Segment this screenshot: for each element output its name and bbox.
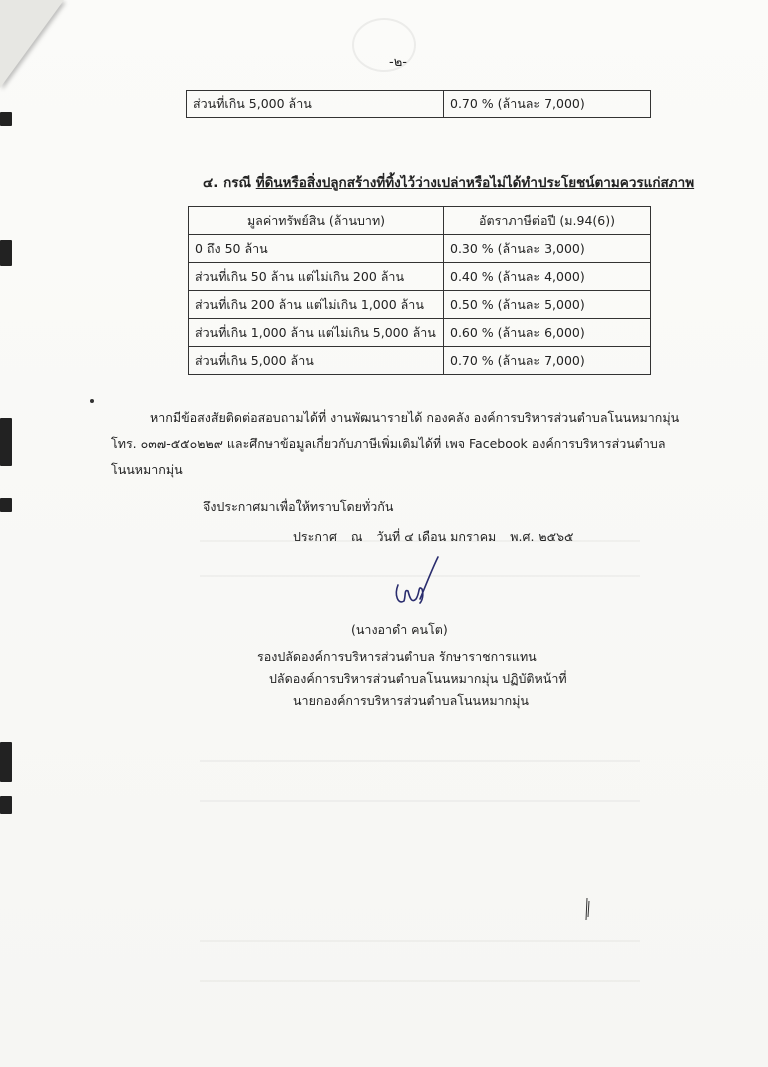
section-number: ๔.	[203, 175, 219, 191]
date-label: ประกาศ	[293, 529, 337, 544]
signer-position-3: นายกองค์การบริหารส่วนตำบลโนนหมากมุ่น	[293, 693, 529, 708]
section-prefix: กรณี	[223, 175, 252, 191]
signer-position-2: ปลัดองค์การบริหารส่วนตำบลโนนหมากมุ่น ปฏิบัติหน้าที่	[269, 671, 567, 686]
column-header-rate: อัตราภาษีต่อปี (ม.94(6))	[444, 207, 651, 235]
tax-rate-cell: 0.40 % (ล้านละ 4,000)	[444, 263, 651, 291]
table-row	[189, 347, 651, 375]
tax-rate-cell: 0.60 % (ล้านละ 6,000)	[444, 319, 651, 347]
stray-pen-mark	[583, 897, 591, 921]
date-line	[293, 527, 574, 547]
table-row	[189, 263, 651, 291]
section-title: ที่ดินหรือสิ่งปลูกสร้างที่ทิ้งไว้ว่างเปล่าหรือไม่ได้ทำประโยชน์ตามควรแก่สภาพ	[255, 175, 695, 191]
value-range-cell: ส่วนที่เกิน 5,000 ล้าน	[187, 91, 444, 118]
stray-dot	[90, 399, 94, 403]
month-label: เดือน	[417, 529, 447, 544]
month-value: มกราคม	[450, 529, 497, 544]
era-label: พ.ศ.	[510, 529, 535, 544]
bleed-through-line	[200, 760, 640, 762]
contact-paragraph-line-3: โนนหมากมุ่น	[111, 462, 183, 477]
table-row	[189, 319, 651, 347]
column-header-value: มูลค่าทรัพย์สิน (ล้านบาท)	[189, 207, 444, 235]
table-row	[189, 235, 651, 263]
tax-rate-cell: 0.30 % (ล้านละ 3,000)	[444, 235, 651, 263]
signer-position-1: รองปลัดองค์การบริหารส่วนตำบล รักษาราชการแทน	[257, 649, 537, 664]
contact-paragraph-line-1: หากมีข้อสงสัยติดต่อสอบถามได้ที่ งานพัฒนารายได้ กองคลัง องค์การบริหารส่วนตำบลโนนหมากมุ่น	[150, 410, 680, 425]
bleed-through-line	[200, 800, 640, 802]
value-range-cell: ส่วนที่เกิน 50 ล้าน แต่ไม่เกิน 200 ล้าน	[189, 263, 444, 291]
tax-rate-cell: 0.70 % (ล้านละ 7,000)	[444, 91, 651, 118]
tax-rate-cell: 0.70 % (ล้านละ 7,000)	[444, 347, 651, 375]
signer-name: (นางอาดำ คนโต)	[351, 622, 448, 637]
announcement-text: จึงประกาศมาเพื่อให้ทราบโดยทั่วกัน	[203, 499, 394, 514]
tax-rate-cell: 0.50 % (ล้านละ 5,000)	[444, 291, 651, 319]
scan-edge-marks	[0, 0, 16, 1067]
handwritten-signature	[390, 555, 440, 615]
contact-paragraph-line-2: โทร. ๐๓๗-๕๕๐๒๒๙ และศึกษาข้อมูลเกี่ยวกับภาษีเพิ่มเติมได้ที่ เพจ Facebook องค์การบริหารส่วนตำบล	[111, 436, 666, 451]
bleed-through-line	[200, 980, 640, 982]
page-number: -๒-	[389, 55, 407, 70]
day-label: วันที่	[376, 529, 401, 544]
date-at: ณ	[350, 529, 363, 544]
table-row	[189, 291, 651, 319]
year-value: ๒๕๖๕	[538, 529, 574, 544]
day-value: ๔	[404, 529, 414, 544]
value-range-cell: ส่วนที่เกิน 5,000 ล้าน	[189, 347, 444, 375]
table-row	[187, 91, 651, 118]
bleed-through-line	[200, 940, 640, 942]
value-range-cell: ส่วนที่เกิน 1,000 ล้าน แต่ไม่เกิน 5,000 ล้าน	[189, 319, 444, 347]
value-range-cell: 0 ถึง 50 ล้าน	[189, 235, 444, 263]
value-range-cell: ส่วนที่เกิน 200 ล้าน แต่ไม่เกิน 1,000 ล้าน	[189, 291, 444, 319]
section-4-heading	[203, 171, 694, 193]
tax-rate-table	[188, 206, 651, 375]
table-header-row	[189, 207, 651, 235]
tax-rate-table-continued	[186, 90, 651, 118]
